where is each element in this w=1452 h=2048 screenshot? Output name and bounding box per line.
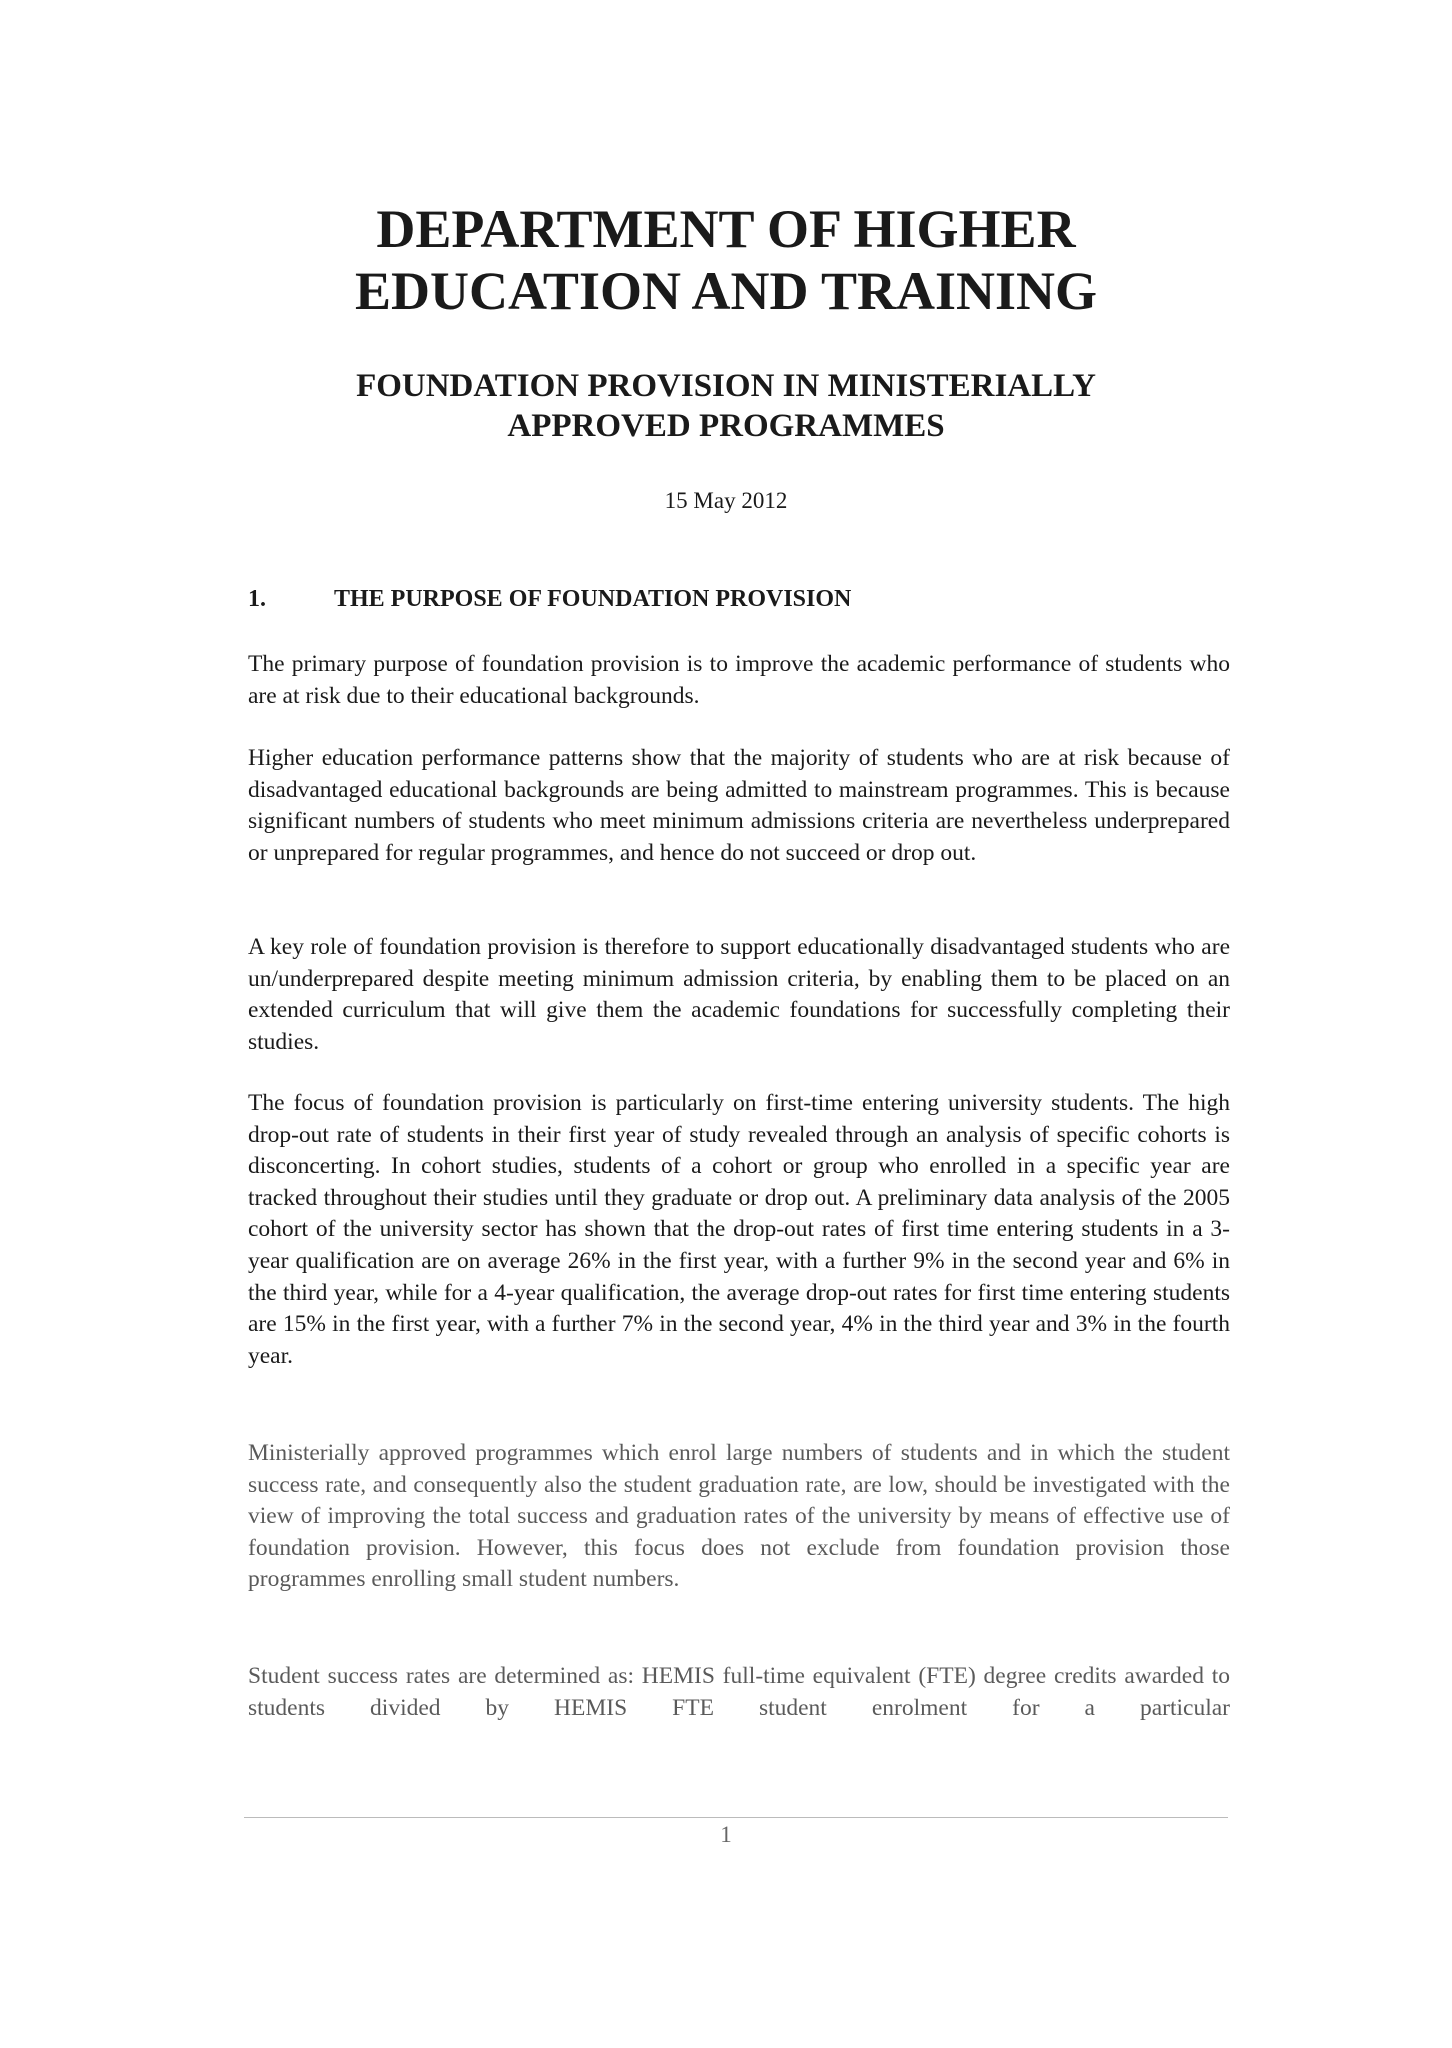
footer-divider — [244, 1817, 1228, 1818]
title-line-1: DEPARTMENT OF HIGHER — [376, 199, 1076, 259]
paragraph-1: The primary purpose of foundation provision is to improve the academic performance of students who are at risk due to their educational backgrounds. — [248, 651, 1230, 709]
document-title — [0, 198, 1452, 322]
paragraph-3: A key role of foundation provision is therefore to support educationally disadvantaged students who are un/underprepared despite meeting minimum admission criteria, by enabling them to be placed on an extended curriculum that will give them the academic foundations for successfully completing their studies. — [248, 934, 1230, 1055]
subtitle-line-2: APPROVED PROGRAMMES — [507, 408, 945, 444]
paragraph-5: Ministerially approved programmes which enrol large numbers of students and in which the student success rate, and consequently also the student graduation rate, are low, should be investigated with the view of improving the total success and graduation rates of the university by means of effective use of foundation provision. However, this focus does not exclude from foundation provision those programmes enrolling small student numbers. — [248, 1440, 1230, 1593]
document-subtitle — [0, 366, 1452, 446]
section-number: 1. — [248, 586, 266, 612]
document-date: 15 May 2012 — [664, 488, 788, 513]
title-line-2: EDUCATION AND TRAINING — [354, 261, 1098, 321]
paragraph-6: Student success rates are determined as: HEMIS full-time equivalent (FTE) degree credits awarded to students divided by HEMIS FTE student enrolment for a particular — [248, 1663, 1230, 1721]
section-title: THE PURPOSE OF FOUNDATION PROVISION — [334, 586, 852, 612]
section-heading — [248, 586, 851, 613]
paragraph-2: Higher education performance patterns show that the majority of students who are at risk because of disadvantaged educational backgrounds are being admitted to mainstream programmes. This is because significant numbers of students who meet minimum admissions criteria are nevertheless underprepared or unprepared for regular programmes, and hence do not succeed or drop out. — [248, 745, 1230, 866]
paragraph-4: The focus of foundation provision is particularly on first-time entering university students. The high drop-out rate of students in their first year of study revealed through an analysis of specific cohorts is disconcerting. In cohort studies, students of a cohort or group who enrolled in a specific year are tracked throughout their studies until they graduate or drop out. A preliminary data analysis of the 2005 cohort of the university sector has shown that the drop-out rates of first time entering students in a 3-year qualification are on average 26% in the first year, with a further 9% in the second year and 6% in the third year, while for a 4-year qualification, the average drop-out rates for first time entering students are 15% in the first year, with a further 7% in the second year, 4% in the third year and 3% in the fourth year. — [248, 1090, 1230, 1369]
subtitle-line-1: FOUNDATION PROVISION IN MINISTERIALLY — [356, 368, 1096, 404]
page-number: 1 — [720, 1822, 732, 1847]
